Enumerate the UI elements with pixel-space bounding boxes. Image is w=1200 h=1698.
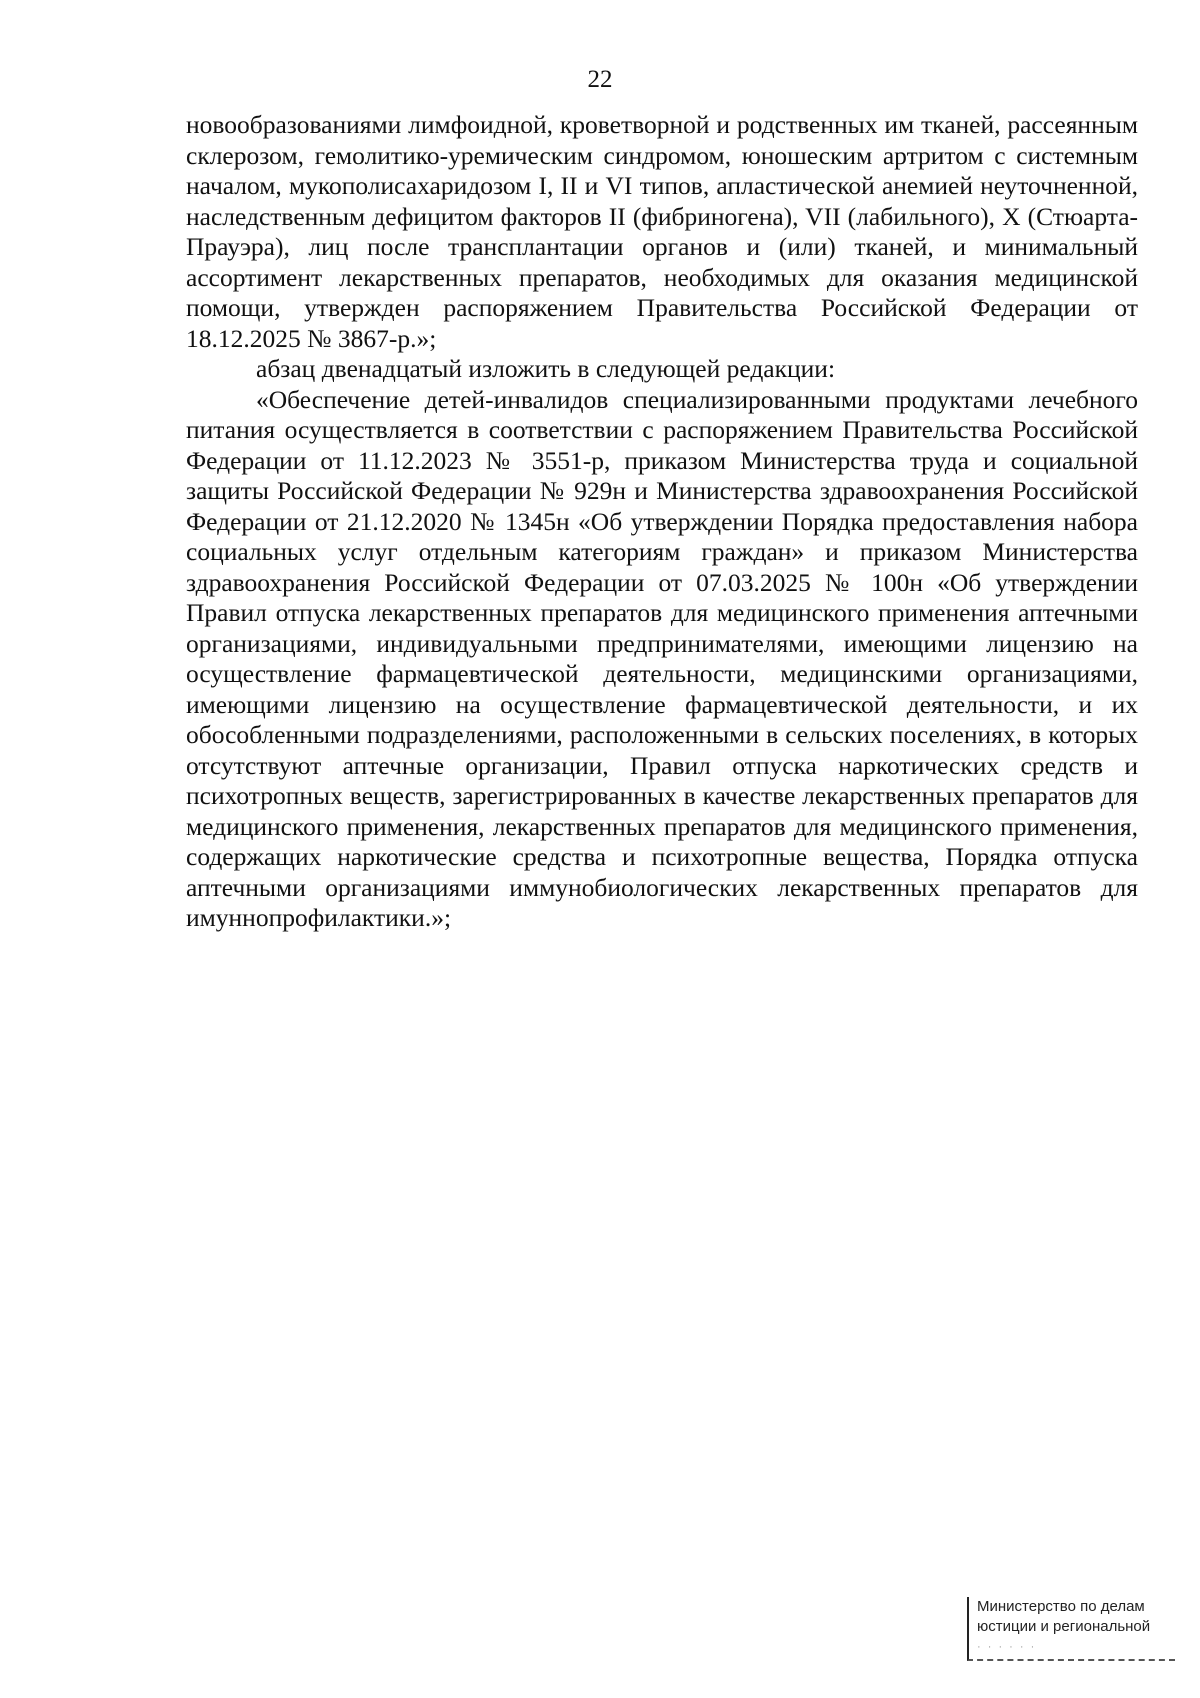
document-body	[186, 110, 1138, 934]
paragraph-continuation: новообразованиями лимфоидной, кроветворной и родственных им тканей, рассеянным склерозом, гемолитико-уремическим синдромом, юношеским артритом с системным началом, мукополисахаридозом I, II и VI типов, апластической анемией неуточненной, наследственным дефицитом факторов II (фибриногена), VII (лабильного), X (Стюарта-Прауэра), лиц после трансплантации органов и (или) тканей, и минимальный ассортимент лекарственных препаратов, необходимых для оказания медицинской помощи, утвержден распоряжением Правительства Российской Федерации от 18.12.2025 № 3867-р.»;	[186, 110, 1138, 353]
paragraph-instruction: абзац двенадцатый изложить в следующей редакции:	[256, 354, 836, 383]
stamp-line-2: юстиции и региональной	[977, 1618, 1151, 1635]
paragraph-quoted-text: «Обеспечение детей-инвалидов специализированными продуктами лечебного питания осуществляется в соответствии с распоряжением Правительства Российской Федерации от 11.12.2023 № 3551-р, приказом Министерства труда и социальной защиты Российской Федерации № 929н и Министерства здравоохранения Российской Федерации от 21.12.2020 № 1345н «Об утверждении Порядка предоставления набора социальных услуг отдельным категориям граждан» и приказом Министерства здравоохранения Российской Федерации от 07.03.2025 № 100н «Об утверждении Правил отпуска лекарственных препаратов для медицинского применения аптечными организациями, индивидуальными предпринимателями, имеющими лицензию на осуществление фармацевтической деятельности, медицинскими организациями, имеющими лицензию на осуществление фармацевтической деятельности, и их обособленными подразделениями, расположенными в сельских поселениях, в которых отсутствуют аптечные организации, Правил отпуска наркотических средств и психотропных веществ, зарегистрированных в качестве лекарственных препаратов для медицинского применения, лекарственных препаратов для медицинского применения, содержащих наркотические средства и психотропные вещества, Порядка отпуска аптечными организациями иммунобиологических лекарственных препаратов для имуннопрофилактики.»;	[186, 384, 1138, 932]
stamp-line-3: · · · · · ·	[977, 1641, 1037, 1653]
page-number: 22	[587, 66, 613, 93]
stamp-line-1: Министерство по делам	[977, 1598, 1145, 1615]
registration-stamp	[967, 1597, 1175, 1661]
